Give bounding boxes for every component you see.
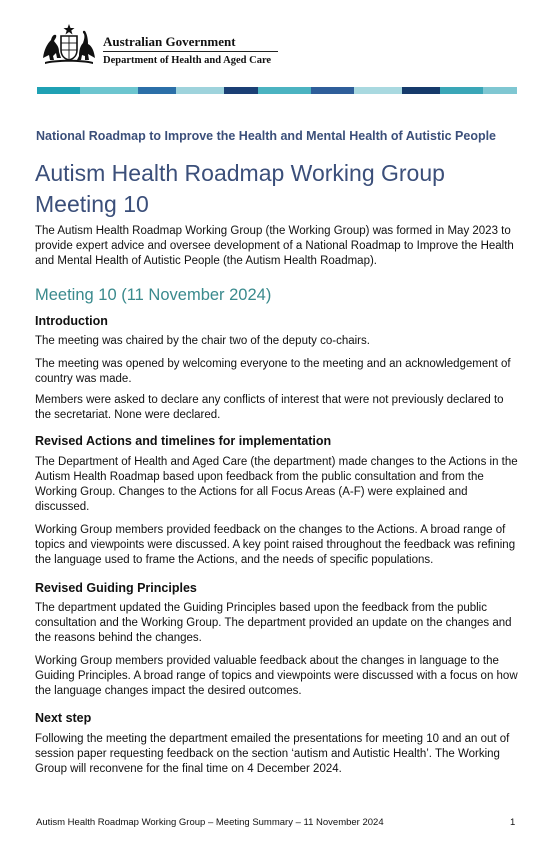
coat-of-arms-icon (37, 22, 101, 66)
intro-paragraph: The Autism Health Roadmap Working Group (the Working Group) was formed in May 2023 to provide expert advice and oversee development of a National Roadmap to Improve the Health and Mental Health of Autistic People (the Autism Health Roadmap). (35, 225, 514, 267)
principles-heading: Revised Guiding Principles (35, 581, 197, 595)
next-step-heading: Next step (35, 711, 92, 725)
page-footer: Autism Health Roadmap Working Group – Meeting Summary – 11 November 2024 (36, 817, 384, 828)
government-name: Australian Government (103, 34, 236, 49)
decorative-stripe (37, 87, 517, 94)
stripe-segment (402, 87, 440, 94)
actions-paragraph-1: The Department of Health and Aged Care (the department) made changes to the Actions in the Autism Health Roadmap based upon feedback from the public consultation and from the Working Group. Changes to the Actions for all Focus Areas (A-F) were explained and discussed. (35, 456, 518, 513)
next-step-paragraph: Following the meeting the department emailed the presentations for meeting 10 and an out of session paper requesting feedback on the section ‘autism and Autistic Health’. The Working Group will reconvene for the final time on 4 December 2024. (35, 733, 510, 775)
meeting-heading: Meeting 10 (11 November 2024) (35, 286, 272, 304)
stripe-segment (224, 87, 258, 94)
series-title: National Roadmap to Improve the Health and Mental Health of Autistic People (36, 129, 497, 143)
introduction-heading: Introduction (35, 314, 108, 328)
page-title-line-2: Meeting 10 (35, 191, 149, 217)
stripe-segment (311, 87, 354, 94)
page-title (35, 158, 505, 220)
page-number: 1 (510, 817, 516, 828)
stripe-segment (176, 87, 224, 94)
stripe-segment (440, 87, 483, 94)
actions-paragraph-2: Working Group members provided feedback on the changes to the Actions. A broad range of topics and viewpoints were discussed. A key point raised throughout the feedback was refining the language used to frame the Actions, and the needs of specific populations. (35, 524, 516, 566)
government-header (37, 22, 517, 70)
principles-paragraph-1: The department updated the Guiding Principles based upon the feedback from the public consultation and the Working Group. The department provided an update on the changes and the reasons behind the changes. (35, 602, 512, 644)
stripe-segment (37, 87, 80, 94)
introduction-paragraph-3: Members were asked to declare any conflicts of interest that were not previously declared to the secretariat. None were declared. (35, 394, 504, 421)
introduction-paragraph-2: The meeting was opened by welcoming everyone to the meeting and an acknowledgement of country was made. (35, 358, 511, 385)
introduction-paragraph-1: The meeting was chaired by the chair two of the deputy co-chairs. (35, 335, 370, 347)
page-title-line-1: Autism Health Roadmap Working Group (35, 160, 445, 186)
stripe-segment (138, 87, 176, 94)
principles-paragraph-2: Working Group members provided valuable feedback about the changes in language to the Guiding Principles. A broad range of topics and viewpoints were discussed with a focus on how the language changes impact the desired outcomes. (35, 655, 518, 697)
stripe-segment (483, 87, 517, 94)
actions-heading: Revised Actions and timelines for implementation (35, 434, 332, 448)
header-divider (103, 51, 278, 52)
stripe-segment (258, 87, 311, 94)
stripe-segment (354, 87, 402, 94)
department-name: Department of Health and Aged Care (103, 55, 272, 66)
stripe-segment (80, 87, 138, 94)
